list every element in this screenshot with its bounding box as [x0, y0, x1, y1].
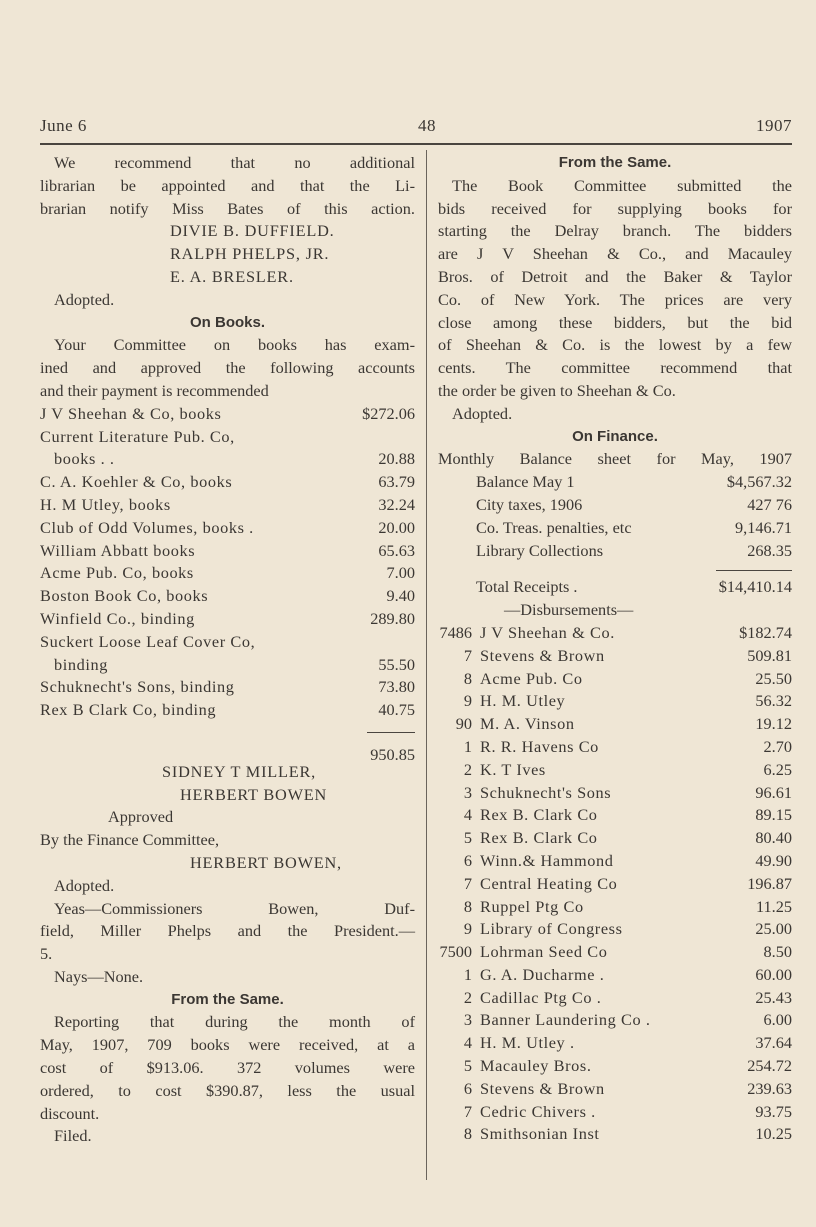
- account-name: Rex B Clark Co, binding: [40, 700, 217, 720]
- voucher-number: 7: [463, 645, 472, 665]
- voucher-number: 5: [463, 1056, 472, 1076]
- receipt-name: Balance May 1: [476, 472, 575, 492]
- books-intro-line: Your Committee on books has exam-: [54, 335, 415, 355]
- voucher-number: 6: [463, 850, 472, 870]
- payment-amount: 254.72: [747, 1056, 792, 1076]
- disbursement-row: [438, 782, 792, 805]
- account-row: [40, 654, 415, 677]
- recommend-line: brarian notify Miss Bates of this action.: [40, 198, 415, 218]
- header-date: June 6: [40, 116, 87, 135]
- section-heading-on-books: On Books.: [189, 313, 265, 331]
- account-row: [40, 608, 415, 631]
- spacer: [438, 562, 792, 576]
- payment-amount: 56.32: [755, 691, 792, 711]
- report-line: discount.: [40, 1103, 100, 1123]
- account-amount: 20.88: [378, 449, 415, 469]
- receipt-amount: $4,567.32: [726, 472, 792, 492]
- account-amount: 63.79: [378, 472, 415, 492]
- adopted-text: Adopted.: [54, 875, 115, 895]
- section-heading-from-same: From the Same.: [558, 154, 672, 171]
- accounts-list: [40, 403, 415, 722]
- account-name: Boston Book Co, books: [40, 586, 209, 606]
- payee-name: Schuknecht's Sons: [480, 782, 612, 802]
- receipt-name: Library Collections: [476, 540, 604, 560]
- payment-amount: 89.15: [755, 805, 792, 825]
- disbursement-row: [438, 1101, 792, 1124]
- account-name: books . .: [54, 449, 115, 469]
- bids-line: The Book Committee submitted the: [452, 175, 792, 195]
- adopted-text: Adopted.: [54, 289, 115, 309]
- payment-amount: 60.00: [755, 964, 792, 984]
- payment-amount: 80.40: [755, 828, 792, 848]
- payee-name: K. T Ives: [480, 759, 546, 779]
- books-intro-line: ined and approved the following accounts: [40, 358, 415, 378]
- disbursement-row: [438, 896, 792, 919]
- report-line: May, 1907, 709 books were received, at a: [40, 1035, 415, 1055]
- payee-name: Lohrman Seed Co: [480, 942, 608, 962]
- disbursement-row: [438, 850, 792, 873]
- voucher-number: 8: [463, 896, 472, 916]
- disbursements-list: [438, 622, 792, 1146]
- disbursement-row: [438, 1123, 792, 1146]
- account-name: Club of Odd Volumes, books .: [40, 517, 254, 537]
- yeas-line: Yeas—Commissioners Bowen, Duf-: [54, 898, 415, 918]
- payee-name: Banner Laundering Co .: [480, 1010, 651, 1030]
- disbursement-row: [438, 1009, 792, 1032]
- header-year: 1907: [756, 116, 792, 135]
- recommend-line: We recommend that no additional: [54, 153, 415, 172]
- voucher-number: 5: [463, 828, 472, 848]
- voucher-number: 9: [463, 691, 472, 711]
- account-row: [40, 699, 415, 722]
- bids-line: cents. The committee recommend that: [438, 358, 792, 378]
- bids-line: Co. of New York. The prices are very: [438, 289, 792, 309]
- payee-name: Cedric Chivers .: [480, 1101, 596, 1121]
- filed-text: Filed.: [54, 1126, 92, 1146]
- disbursement-row: [438, 918, 792, 941]
- account-row: [40, 631, 415, 654]
- payee-name: Ruppel Ptg Co: [480, 896, 584, 916]
- account-amount: 65.63: [378, 540, 415, 560]
- account-amount: 7.00: [386, 563, 415, 583]
- accounts-total-row: [40, 734, 415, 764]
- payee-name: H. M. Utley .: [480, 1033, 575, 1053]
- account-row: [40, 494, 415, 517]
- payee-name: Rex B. Clark Co: [480, 805, 598, 825]
- payee-name: Smithsonian Inst: [480, 1124, 600, 1144]
- disbursement-row: [438, 1032, 792, 1055]
- receipt-name: City taxes, 1906: [476, 494, 583, 514]
- payment-amount: 37.64: [755, 1033, 792, 1053]
- payment-amount: 10.25: [755, 1124, 792, 1144]
- account-name: binding: [54, 654, 108, 674]
- account-name: Suckert Loose Leaf Cover Co,: [40, 631, 256, 651]
- receipts-list: [438, 471, 792, 562]
- payee-name: M. A. Vinson: [480, 714, 575, 734]
- bids-line: starting the Delray branch. The bidders: [438, 221, 792, 241]
- voucher-number: 8: [463, 668, 472, 688]
- receipts-rule: [716, 570, 792, 571]
- bids-line: of Sheehan & Co. is the lowest by a few: [438, 335, 792, 355]
- payment-amount: 196.87: [747, 873, 792, 893]
- account-name: C. A. Koehler & Co, books: [40, 472, 233, 492]
- account-amount: 9.40: [386, 586, 415, 606]
- disbursement-row: [438, 622, 792, 645]
- accounts-total: 950.85: [370, 744, 415, 764]
- payment-amount: 93.75: [755, 1101, 792, 1121]
- disbursement-row: [438, 645, 792, 668]
- receipt-amount: 268.35: [747, 540, 792, 560]
- voucher-number: 4: [463, 805, 472, 825]
- account-name: Schuknecht's Sons, binding: [40, 677, 235, 697]
- account-amount: 20.00: [378, 517, 415, 537]
- payment-amount: $182.74: [739, 622, 792, 642]
- disbursement-row: [438, 827, 792, 850]
- payee-name: R. R. Havens Co: [480, 736, 599, 756]
- payee-name: Macauley Bros.: [480, 1056, 592, 1076]
- bids-line: bids received for supplying books for: [438, 198, 792, 218]
- signer: RALPH PHELPS, JR.: [170, 244, 330, 264]
- payment-amount: 25.00: [755, 919, 792, 939]
- account-row: [40, 562, 415, 585]
- disbursement-row: [438, 1055, 792, 1078]
- payment-amount: 509.81: [747, 645, 792, 665]
- payee-name: H. M. Utley: [480, 691, 566, 711]
- disbursement-row: [438, 941, 792, 964]
- payment-amount: 2.70: [763, 736, 792, 756]
- right-column: [438, 152, 792, 1146]
- voucher-number: 3: [463, 782, 472, 802]
- payment-amount: 11.25: [755, 896, 792, 916]
- payee-name: Acme Pub. Co: [480, 668, 583, 688]
- payment-amount: 96.61: [755, 782, 792, 802]
- payee-name: Stevens & Brown: [480, 645, 605, 665]
- voucher-number: 7500: [439, 942, 472, 962]
- receipt-amount: 427 76: [747, 494, 792, 514]
- books-intro-line: and their payment is recommended: [40, 380, 269, 400]
- account-amount: $272.06: [362, 403, 415, 423]
- total-receipts: $14,410.14: [718, 577, 792, 597]
- account-name: William Abbatt books: [40, 540, 196, 560]
- receipt-row: [438, 471, 792, 494]
- voucher-number: 2: [463, 987, 472, 1007]
- payment-amount: 19.12: [755, 714, 792, 734]
- receipt-amount: 9,146.71: [735, 517, 792, 537]
- signer: SIDNEY T MILLER,: [162, 761, 317, 781]
- disbursement-row: [438, 1078, 792, 1101]
- disbursement-row: [438, 873, 792, 896]
- account-row: [40, 540, 415, 563]
- receipt-row: [438, 540, 792, 563]
- voucher-number: 9: [463, 919, 472, 939]
- receipt-name: Co. Treas. penalties, etc: [476, 517, 632, 537]
- signer: HERBERT BOWEN: [180, 784, 328, 804]
- voucher-number: 6: [463, 1078, 472, 1098]
- total-rule: [367, 732, 415, 733]
- disbursement-row: [438, 736, 792, 759]
- by-finance-text: By the Finance Committee,: [40, 830, 220, 850]
- report-line: cost of $913.06. 372 volumes were: [40, 1058, 415, 1078]
- voucher-number: 4: [463, 1033, 472, 1053]
- account-name: Acme Pub. Co, books: [40, 563, 194, 583]
- spacer: [40, 722, 415, 734]
- account-row: [40, 517, 415, 540]
- voucher-number: 1: [463, 964, 472, 984]
- voucher-number: 2: [463, 759, 472, 779]
- account-row: [40, 471, 415, 494]
- account-row: [40, 426, 415, 449]
- voucher-number: 7486: [439, 622, 472, 642]
- bids-line: close among these bidders, but the bid: [438, 312, 792, 332]
- payee-name: Rex B. Clark Co: [480, 828, 598, 848]
- voucher-number: 90: [455, 714, 472, 734]
- disbursement-row: [438, 690, 792, 713]
- section-heading-from-same: From the Same.: [171, 990, 284, 1008]
- account-row: [40, 585, 415, 608]
- payment-amount: 25.50: [755, 668, 792, 688]
- yeas-line: field, Miller Phelps and the President.—: [40, 921, 415, 941]
- voucher-number: 7: [463, 873, 472, 893]
- monthly-balance-title: Monthly Balance sheet for May, 1907: [438, 449, 792, 469]
- payment-amount: 25.43: [755, 987, 792, 1007]
- bids-line: the order be given to Sheehan & Co.: [438, 380, 676, 400]
- payee-name: Central Heating Co: [480, 873, 618, 893]
- receipt-row: [438, 494, 792, 517]
- account-amount: 32.24: [378, 494, 415, 514]
- left-column: [40, 152, 415, 1148]
- recommend-line: librarian be appointed and that the Li-: [40, 175, 415, 195]
- payee-name: Library of Congress: [480, 919, 623, 939]
- disbursement-row: [438, 987, 792, 1010]
- report-line: ordered, to cost $390.87, less the usual: [40, 1080, 415, 1100]
- bids-line: are J V Sheehan & Co., and Macauley: [438, 244, 792, 264]
- header-rule: [40, 143, 792, 145]
- voucher-number: 3: [463, 1010, 472, 1030]
- voucher-number: 7: [463, 1101, 472, 1121]
- payment-amount: 8.50: [763, 942, 792, 962]
- yeas-line: 5.: [40, 944, 53, 964]
- account-row: [40, 448, 415, 471]
- bids-line: Bros. of Detroit and the Baker & Taylor: [438, 266, 792, 286]
- account-amount: 289.80: [370, 608, 415, 628]
- disbursement-row: [438, 804, 792, 827]
- voucher-number: 8: [463, 1124, 472, 1144]
- account-name: H. M Utley, books: [40, 494, 171, 514]
- disbursement-row: [438, 668, 792, 691]
- section-heading-on-finance: On Finance.: [572, 427, 658, 445]
- approved-text: Approved: [108, 807, 174, 827]
- disbursement-row: [438, 759, 792, 782]
- total-receipts-row: [438, 576, 792, 599]
- account-amount: 73.80: [378, 677, 415, 697]
- account-amount: 40.75: [378, 700, 415, 720]
- account-name: Current Literature Pub. Co,: [40, 426, 235, 446]
- disbursement-row: [438, 713, 792, 736]
- total-receipts-label: Total Receipts .: [476, 577, 578, 597]
- adopted-text: Adopted.: [452, 403, 513, 423]
- account-amount: 55.50: [378, 654, 415, 674]
- payee-name: Winn.& Hammond: [480, 850, 614, 870]
- signer: HERBERT BOWEN,: [190, 852, 342, 872]
- payment-amount: 6.00: [763, 1010, 792, 1030]
- payment-amount: 239.63: [747, 1078, 792, 1098]
- payee-name: Cadillac Ptg Co .: [480, 987, 602, 1007]
- page-number: 48: [418, 116, 436, 135]
- disbursement-row: [438, 964, 792, 987]
- payee-name: Stevens & Brown: [480, 1078, 605, 1098]
- payment-amount: 49.90: [755, 850, 792, 870]
- voucher-number: 1: [463, 736, 472, 756]
- signer: DIVIE B. DUFFIELD.: [170, 221, 335, 241]
- payment-amount: 6.25: [763, 759, 792, 779]
- account-name: Winfield Co., binding: [40, 608, 195, 628]
- receipt-row: [438, 517, 792, 540]
- account-name: J V Sheehan & Co, books: [40, 403, 222, 423]
- report-line: Reporting that during the month of: [54, 1012, 415, 1032]
- payee-name: G. A. Ducharme .: [480, 964, 605, 984]
- disbursements-heading: —Disbursements—: [504, 600, 634, 620]
- nays-text: Nays—None.: [54, 966, 144, 986]
- payee-name: J V Sheehan & Co.: [480, 622, 615, 642]
- account-row: [40, 676, 415, 699]
- signer: E. A. BRESLER.: [170, 266, 294, 286]
- account-row: [40, 403, 415, 426]
